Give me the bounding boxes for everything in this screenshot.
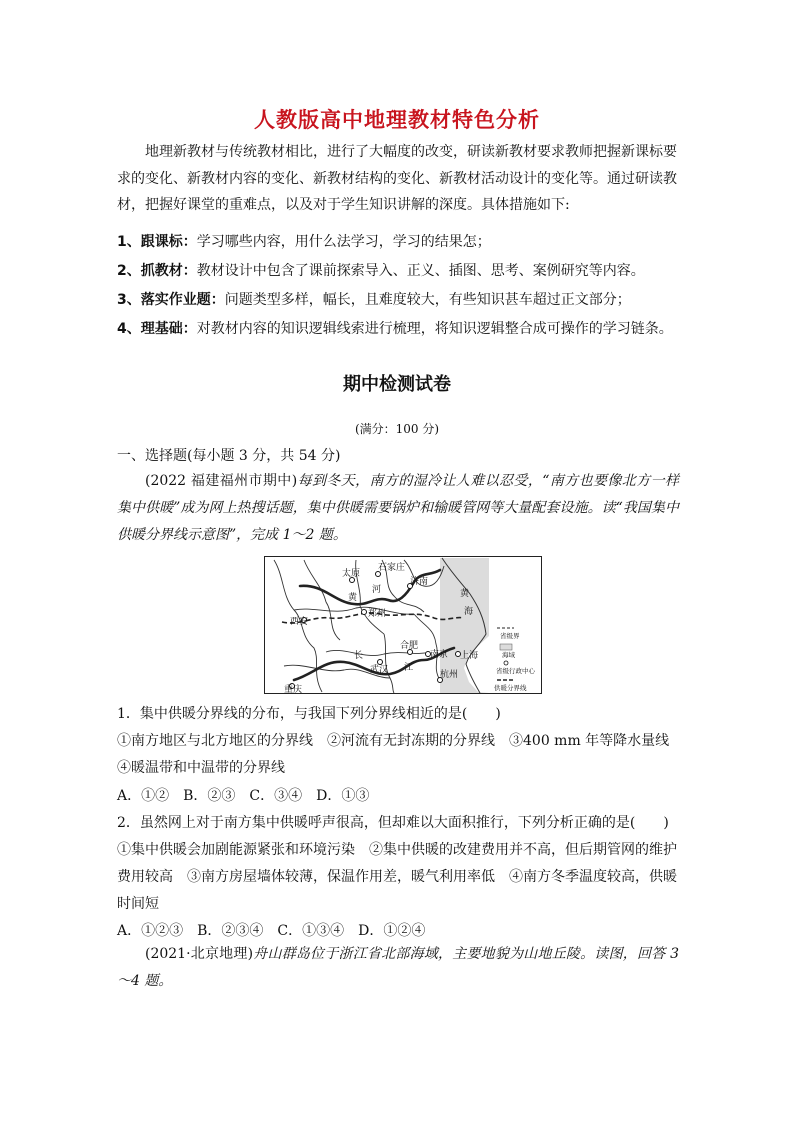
river-label: 长 (354, 651, 364, 661)
sea-label: 海 (464, 607, 474, 617)
section-heading: 一、选择题(每小题 3 分，共 54 分) (117, 448, 341, 464)
city-label: 济南 (410, 577, 429, 587)
question-2-options: 时间短 (117, 896, 159, 912)
river-label: 黄 (348, 593, 358, 603)
passage-1 (117, 468, 679, 549)
city-label: 郑州 (368, 609, 387, 619)
question-2-options: ①集中供暖会加剧能源紧张和环境污染 ②集中供暖的改建费用并不高，但后期管网的维护 (117, 842, 677, 858)
passage-source: (2021·北京地理) (145, 946, 254, 962)
legend-border: 省级界 (500, 632, 520, 640)
point-2 (117, 261, 697, 281)
city-label: 合肥 (400, 641, 419, 651)
city-label: 上海 (460, 651, 479, 661)
question-1-choices: A．①② B．②③ C．③④ D．①③ (117, 788, 370, 804)
point-4 (117, 319, 697, 339)
city-label: 武汉 (370, 665, 389, 675)
legend-capital: 省级行政中心 (496, 667, 535, 675)
point-3 (117, 290, 697, 310)
exam-title: 期中检测试卷 (343, 374, 451, 395)
heating-boundary-map (264, 556, 542, 694)
score-note: (满分：100 分) (354, 422, 440, 436)
city-label: 重庆 (284, 685, 303, 694)
point-text: 问题类型多样，幅长，且难度较大，有些知识甚车超过正文部分； (224, 292, 631, 308)
passage-body: 舟山群岛位于浙江省北部海域，主要地貌为山地丘陵。读图，回答 3～4 题。 (117, 946, 679, 989)
question-2-stem: 2．虽然网上对于南方集中供暖呼声很高，但却难以大面积推行，下列分析正确的是( ) (117, 815, 669, 831)
river-label: 江 (404, 663, 414, 673)
question-2-options: 费用较高 ③南方房屋墙体较薄，保温作用差，暖气利用率低 ④南方冬季温度较高，供暖 (117, 869, 677, 885)
legend-sea: 海域 (502, 651, 515, 659)
city-label: 西安 (290, 617, 309, 627)
legend-heating-line: 供暖分界线 (494, 684, 527, 692)
point-1 (117, 232, 697, 252)
point-text: 教材设计中包含了课前探索导入、正义、插图、思考、案例研究等内容。 (196, 263, 645, 279)
intro-paragraph: 地理新教材与传统教材相比，进行了大幅度的改变，研读新教材要求教师把握新课标要求的变化、新教材内容的变化、新教材结构的变化、新教材活动设计的变化等。通过研读教材，把握好课堂的重难点，以及对于学生知识讲解的深度。具体措施如下: (117, 144, 677, 213)
passage-source: (2022 福建福州市期中) (145, 473, 298, 489)
passage-body: 每到冬天，南方的湿冷让人难以忍受，“南方也要像北方一样集中供暖”成为网上热搜话题，集中供暖需要锅炉和输暖管网等大量配套设施。读“我国集中供暖分界线示意图”，完成 1～2 题。 (117, 473, 679, 543)
city-label: 杭州 (440, 670, 459, 680)
point-label: 4、理基础： (117, 321, 197, 337)
point-label: 2、抓教材： (117, 263, 197, 279)
question-1-options: ④暖温带和中温带的分界线 (117, 760, 285, 776)
point-label: 3、落实作业题： (117, 292, 225, 308)
question-2-choices: A．①②③ B．②③④ C．①③④ D．①②④ (117, 923, 426, 939)
question-1-stem: 1．集中供暖分界线的分布，与我国下列分界线相近的是( ) (117, 706, 501, 722)
river-label: 河 (372, 585, 382, 595)
sea-label: 黄 (460, 589, 470, 599)
question-1-options: ①南方地区与北方地区的分界线 ②河流有无封冻期的分界线 ③400 mm 年等降水量线 (117, 733, 670, 749)
city-label: 南京 (430, 650, 449, 660)
passage-2 (117, 941, 679, 995)
page-title: 人教版高中地理教材特色分析 (254, 108, 540, 132)
point-text: 学习哪些内容，用什么法学习，学习的结果怎； (196, 234, 491, 250)
point-label: 1、跟课标： (117, 234, 197, 250)
city-label: 太原 (342, 569, 361, 579)
city-label: 石家庄 (378, 563, 406, 573)
point-text: 对教材内容的知识逻辑线索进行梳理，将知识逻辑整合成可操作的学习链条。 (196, 321, 673, 337)
